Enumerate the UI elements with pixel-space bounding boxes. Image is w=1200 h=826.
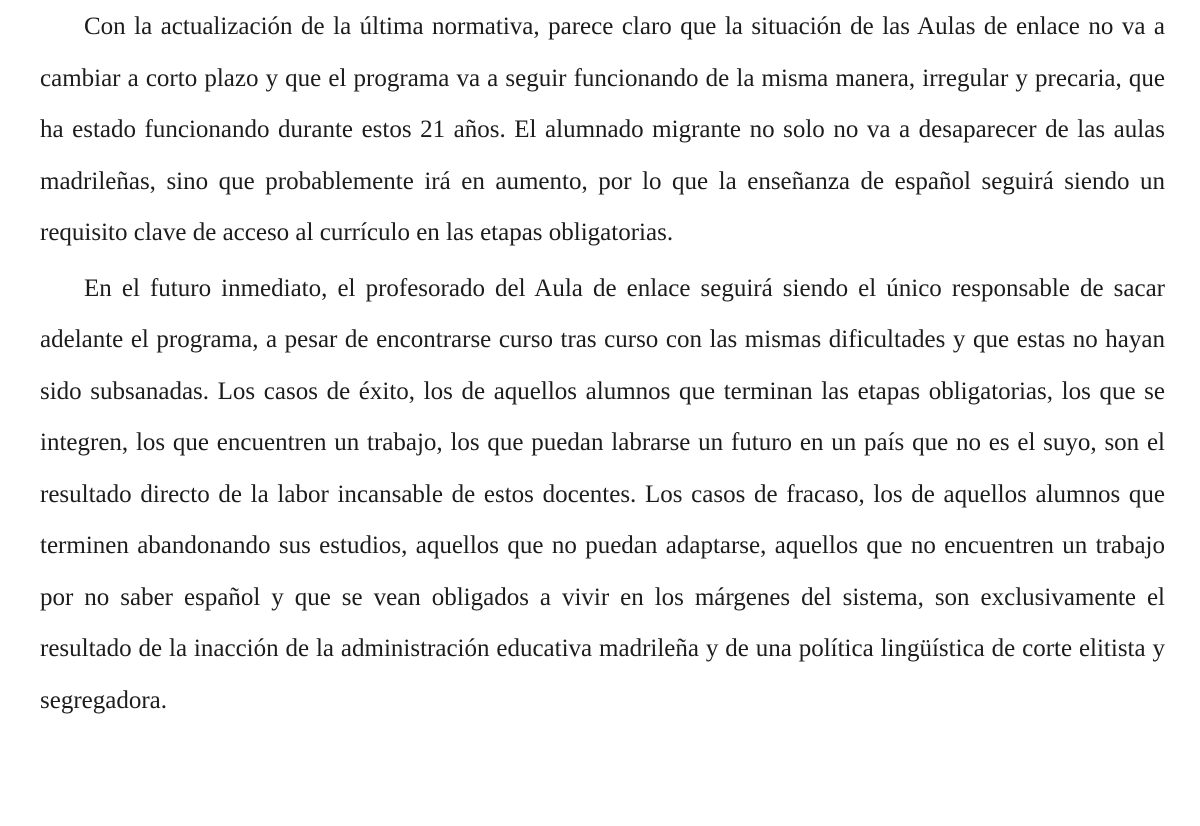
paragraph-1: Con la actualización de la última normativa, parece claro que la situación de las Aulas de enlace no va a cambiar a corto plazo y que el programa va a seguir funcionando de la misma manera, irregular y precaria, que ha estado funcionando durante estos 21 años. El alumnado migrante no solo no va a desaparecer de las aulas madrileñas, sino que probablemente irá en aumento, por lo que la enseñanza de español seguirá siendo un requisito clave de acceso al currículo en las etapas obligatorias. <box>40 13 1165 246</box>
document-page <box>40 0 1165 726</box>
paragraph-2: En el futuro inmediato, el profesorado del Aula de enlace seguirá siendo el único responsable de sacar adelante el programa, a pesar de encontrarse curso tras curso con las mismas dificultades y que estas no hayan sido subsanadas. Los casos de éxito, los de aquellos alumnos que terminan las etapas obligatorias, los que se integren, los que encuentren un trabajo, los que puedan labrarse un futuro en un país que no es el suyo, son el resultado directo de la labor incansable de estos docentes. Los casos de fracaso, los de aquellos alumnos que terminen abandonando sus estudios, aquellos que no puedan adaptarse, aquellos que no encuentren un trabajo por no saber español y que se vean obligados a vivir en los márgenes del sistema, son exclusivamente el resultado de la inacción de la administración educativa madrileña y de una política lingüística de corte elitista y segregadora. <box>40 274 1165 714</box>
